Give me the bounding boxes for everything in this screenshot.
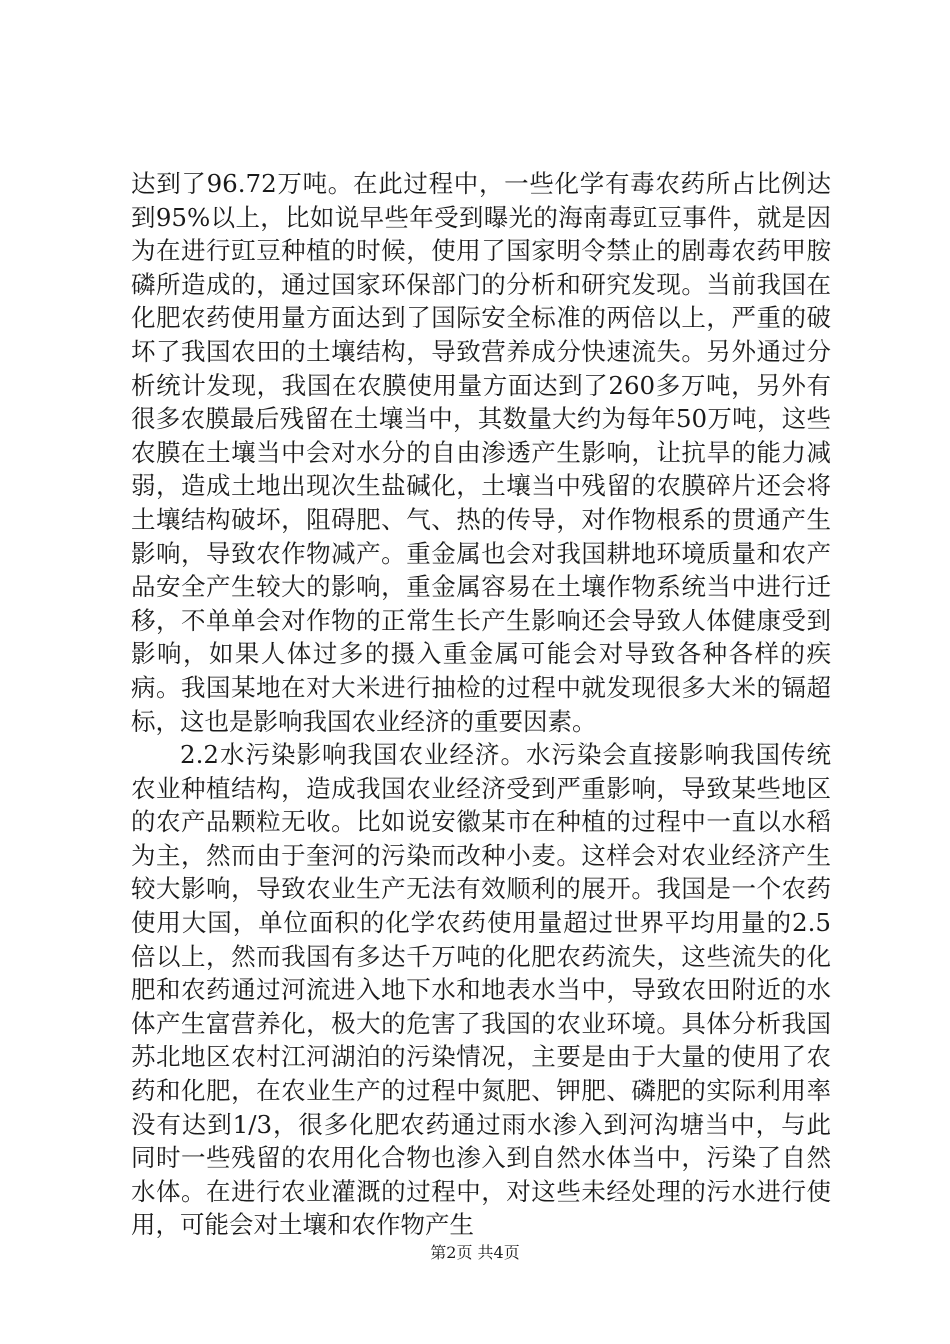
page-number-label: 第2页 共4页 (430, 1243, 520, 1262)
paragraph-water-pollution: 2.2水污染影响我国农业经济。水污染会直接影响我国传统农业种植结构，造成我国农业经济受到严重影响，导致某些地区的农产品颗粒无收。比如说安徽某市在种植的过程中一直以水稻为主，然而由于奎河的污染而改种小麦。这样会对农业经济产生较大影响，导致农业生产无法有效顺利的展开。我国是一个农药使用大国，单位面积的化学农药使用量超过世界平均用量的2.5倍以上，然而我国有多达千万吨的化肥农药流失，这些流失的化肥和农药通过河流进入地下水和地表水当中，导致农田附近的水体产生富营养化，极大的危害了我国的农业环境。具体分析我国苏北地区农村江河湖泊的污染情况，主要是由于大量的使用了农药和化肥，在农业生产的过程中氮肥、钾肥、磷肥的实际利用率没有达到1/3，很多化肥农药通过雨水渗入到河沟塘当中，与此同时一些残留的农用化合物也渗入到自然水体当中，污染了自然水体。在进行农业灌溉的过程中，对这些未经处理的污水进行使用，可能会对土壤和农作物产生 (131, 740, 831, 1240)
page-footer (0, 1243, 950, 1263)
paragraph-soil-pollution: 达到了96.72万吨。在此过程中，一些化学有毒农药所占比例达到95%以上，比如说早些年受到曝光的海南毒豇豆事件，就是因为在进行豇豆种植的时候，使用了国家明令禁止的剧毒农药甲胺磷所造成的，通过国家环保部门的分析和研究发现。当前我国在化肥农药使用量方面达到了国际安全标准的两倍以上，严重的破坏了我国农田的土壤结构，导致营养成分快速流失。另外通过分析统计发现，我国在农膜使用量方面达到了260多万吨，另外有很多农膜最后残留在土壤当中，其数量大约为每年50万吨，这些农膜在土壤当中会对水分的自由渗透产生影响，让抗旱的能力减弱，造成土地出现次生盐碱化，土壤当中残留的农膜碎片还会将土壤结构破坏，阻碍肥、气、热的传导，对作物根系的贯通产生影响，导致农作物减产。重金属也会对我国耕地环境质量和农产品安全产生较大的影响，重金属容易在土壤作物系统当中进行迁移，不单单会对作物的正常生长产生影响还会导致人体健康受到影响，如果人体过多的摄入重金属可能会对导致各种各样的疾病。我国某地在对大米进行抽检的过程中就发现很多大米的镉超标，这也是影响我国农业经济的重要因素。 (131, 169, 831, 736)
document-body (131, 167, 831, 1242)
